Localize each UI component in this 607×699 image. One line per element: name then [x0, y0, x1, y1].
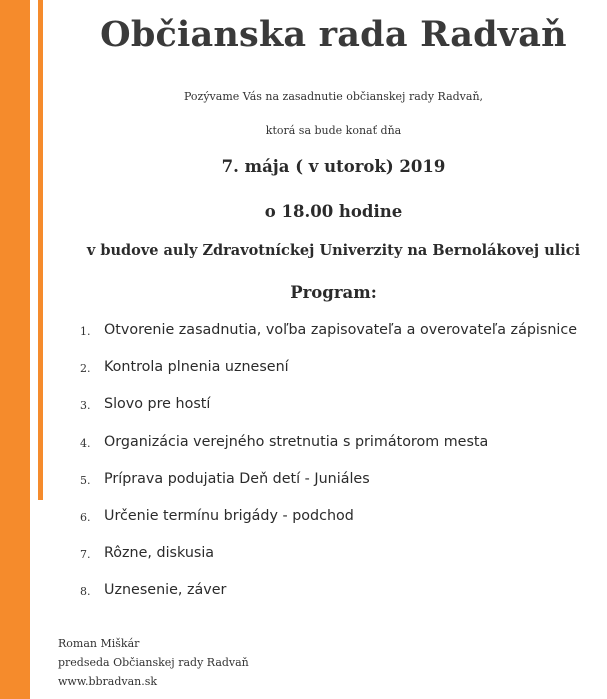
- program-item: [74, 434, 577, 471]
- intro-line-2: ktorá sa bude konať dňa: [265, 124, 402, 137]
- program-item-number: 5.: [80, 473, 91, 487]
- meeting-date: 7. mája ( v utorok) 2019: [221, 157, 446, 176]
- program-item-text: Uznesenie, záver: [104, 582, 227, 599]
- meeting-time: o 18.00 hodine: [264, 202, 403, 221]
- footer-name: Roman Miškár: [58, 637, 140, 650]
- accent-bar-thin: [38, 0, 43, 500]
- program-item: [74, 508, 577, 545]
- program-item: [74, 396, 577, 433]
- program-item-number: 6.: [80, 510, 91, 524]
- footer-role: predseda Občianskej rady Radvaň: [58, 656, 249, 669]
- program-item: [74, 322, 577, 359]
- program-item-number: 2.: [80, 362, 91, 376]
- program-item-number: 1.: [80, 325, 91, 338]
- program-heading: Program:: [290, 283, 377, 302]
- program-item: [74, 359, 577, 396]
- program-item-text: Organizácia verejného stretnutia s primátorom mesta: [104, 433, 489, 450]
- program-item-number: 8.: [80, 585, 91, 599]
- meeting-place: v budove auly Zdravotníckej Univerzity na Bernolákovej ulici: [86, 242, 581, 259]
- program-list: [74, 322, 577, 620]
- program-item-number: 4.: [80, 436, 91, 450]
- program-item: [74, 471, 577, 508]
- page-title: Občianska rada Radvaň: [100, 14, 567, 55]
- program-item: [74, 582, 577, 619]
- program-item-text: Určenie termínu brigády - podchod: [104, 507, 354, 524]
- program-item-text: Slovo pre hostí: [104, 396, 211, 413]
- program-item-text: Kontrola plnenia uznesení: [104, 359, 289, 376]
- accent-bar-wide: [0, 0, 30, 699]
- program-item-text: Rôzne, diskusia: [104, 545, 215, 562]
- program-item-text: Otvorenie zasadnutia, voľba zapisovateľa a overovateľa zápisnice: [104, 322, 578, 338]
- footer-website[interactable]: www.bbradvan.sk: [58, 675, 158, 688]
- program-item-number: 7.: [80, 548, 91, 562]
- program-item: [74, 545, 577, 582]
- program-item-text: Príprava podujatia Deň detí - Juniáles: [104, 470, 370, 487]
- program-item-number: 3.: [80, 399, 91, 413]
- intro-line-1: Pozývame Vás na zasadnutie občianskej rady Radvaň,: [183, 90, 484, 103]
